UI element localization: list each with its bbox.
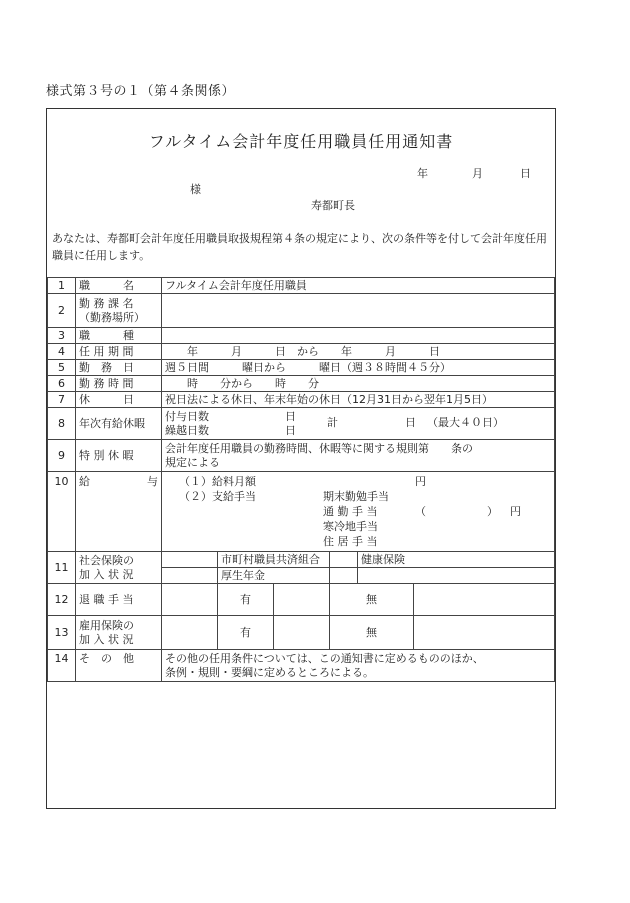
insurance-check-cell — [162, 568, 218, 584]
check-cell — [162, 616, 218, 650]
row-label — [76, 616, 162, 650]
row-label: 休 日 — [76, 392, 162, 408]
insurance-check-cell — [330, 552, 358, 568]
row-value: フルタイム会計年度任用職員 — [162, 278, 555, 294]
row-label — [76, 294, 162, 328]
health-insurance-label: 健康保険 — [358, 552, 555, 568]
row-value: 祝日法による休日、年末年始の休日（12月31日から翌年1月5日） — [162, 392, 555, 408]
special-leave-line-2: 規定による — [165, 455, 220, 469]
row-number: 9 — [48, 440, 76, 472]
date-year: 年 — [417, 167, 428, 180]
form-number: 様式第３号の１（第４条関係） — [46, 84, 236, 99]
granted-days-label: 付与日数 — [165, 409, 209, 423]
row-label: 特 別 休 暇 — [76, 440, 162, 472]
no-label: 無 — [330, 584, 414, 616]
monthly-salary-label: （１）給料月額 — [179, 475, 256, 488]
row-value — [162, 408, 555, 440]
row-value — [162, 440, 555, 472]
carryover-days-label: 繰越日数 — [165, 423, 209, 437]
yes-label: 有 — [218, 584, 274, 616]
row-work-hours — [48, 376, 555, 392]
yes-label: 有 — [218, 616, 274, 650]
row-number: 4 — [48, 344, 76, 360]
insurance-check-cell — [162, 552, 218, 568]
row-number: 8 — [48, 408, 76, 440]
row-number: 12 — [48, 584, 76, 616]
carryover-days-unit: 日 — [285, 423, 296, 437]
row-work-days — [48, 360, 555, 376]
commute-paren-open: （ — [415, 505, 426, 518]
label-line-2: 加 入 状 況 — [79, 632, 134, 646]
commute-paren-close: ） — [487, 505, 498, 518]
mutual-aid-label: 市町村職員共済組合 — [218, 552, 330, 568]
allowance-commute: 通 勤 手 当 — [323, 505, 378, 518]
total-unit: 日 — [405, 415, 416, 429]
monthly-salary-unit: 円 — [415, 475, 426, 488]
row-number: 11 — [48, 552, 76, 584]
issuer-name: 寿都町長 — [311, 199, 355, 212]
row-value — [162, 650, 555, 682]
notice-frame — [46, 108, 556, 809]
granted-days-unit: 日 — [285, 409, 296, 423]
special-leave-line-1: 会計年度任用職員の勤務時間、休暇等に関する規則第 条の — [165, 441, 473, 455]
row-number: 14 — [48, 650, 76, 682]
check-cell — [414, 584, 555, 616]
label-line-2: （勤務場所） — [79, 310, 145, 324]
row-holidays — [48, 392, 555, 408]
total-label: 計 — [327, 415, 338, 429]
other-line-1: その他の任用条件については、この通知書に定めるもののほか、 — [165, 651, 484, 665]
body-text: あなたは、寿都町会計年度任用職員取扱規程第４条の規定により、次の条件等を付して会計年度任用職員に任用します。 — [52, 232, 547, 262]
row-number: 1 — [48, 278, 76, 294]
check-cell — [414, 616, 555, 650]
row-number: 10 — [48, 472, 76, 552]
row-value — [162, 328, 555, 344]
row-social-insurance — [48, 552, 555, 568]
insurance-blank-cell — [358, 568, 555, 584]
row-label: 任 用 期 間 — [76, 344, 162, 360]
no-label: 無 — [330, 616, 414, 650]
row-value — [162, 294, 555, 328]
insurance-check-cell — [330, 568, 358, 584]
row-label: 勤 務 時 間 — [76, 376, 162, 392]
allowance-housing: 住 居 手 当 — [323, 535, 378, 548]
allowance-cold-region: 寒冷地手当 — [323, 520, 378, 533]
check-cell — [162, 584, 218, 616]
row-salary — [48, 472, 555, 552]
row-value: 時 分から 時 分 — [162, 376, 555, 392]
addressee-suffix: 様 — [190, 183, 201, 196]
row-label: 年次有給休暇 — [76, 408, 162, 440]
label-line-2: 加 入 状 況 — [79, 567, 134, 581]
date-day: 日 — [520, 167, 531, 180]
row-annual-leave — [48, 408, 555, 440]
row-label: 職 名 — [76, 278, 162, 294]
salary-label-a: 給 — [79, 475, 90, 488]
row-value: 年 月 日 から 年 月 日 — [162, 344, 555, 360]
row-department — [48, 294, 555, 328]
row-special-leave — [48, 440, 555, 472]
row-number: 3 — [48, 328, 76, 344]
label-line-1: 勤 務 課 名 — [79, 296, 134, 310]
row-label: そ の 他 — [76, 650, 162, 682]
commute-unit: 円 — [510, 505, 521, 518]
row-job-type — [48, 328, 555, 344]
check-cell — [274, 616, 330, 650]
max-days: （最大４０日） — [427, 415, 504, 429]
row-job-title — [48, 278, 555, 294]
row-label: 職 種 — [76, 328, 162, 344]
other-line-2: 条例・規則・要綱に定めるところによる。 — [165, 665, 374, 679]
row-employment-insurance — [48, 616, 555, 650]
row-number: 6 — [48, 376, 76, 392]
allowances-label: （２）支給手当 — [179, 490, 256, 503]
row-number: 5 — [48, 360, 76, 376]
document-title: フルタイム会計年度任用職員任用通知書 — [148, 132, 454, 151]
row-label — [76, 472, 162, 552]
row-number: 2 — [48, 294, 76, 328]
label-line-1: 社会保険の — [79, 553, 134, 567]
row-label: 勤 務 日 — [76, 360, 162, 376]
pension-label: 厚生年金 — [218, 568, 330, 584]
row-appointment-period — [48, 344, 555, 360]
check-cell — [274, 584, 330, 616]
date-month: 月 — [472, 167, 483, 180]
conditions-table — [47, 277, 555, 682]
salary-label-b: 与 — [147, 475, 158, 488]
row-number: 7 — [48, 392, 76, 408]
row-value: 週５日間 曜日から 曜日（週３８時間４５分） — [162, 360, 555, 376]
label-line-1: 雇用保険の — [79, 618, 134, 632]
row-other — [48, 650, 555, 682]
row-retirement-allowance — [48, 584, 555, 616]
row-label — [76, 552, 162, 584]
row-value — [162, 472, 555, 552]
row-number: 13 — [48, 616, 76, 650]
allowance-term-end: 期末勤勉手当 — [323, 490, 389, 503]
row-label: 退 職 手 当 — [76, 584, 162, 616]
